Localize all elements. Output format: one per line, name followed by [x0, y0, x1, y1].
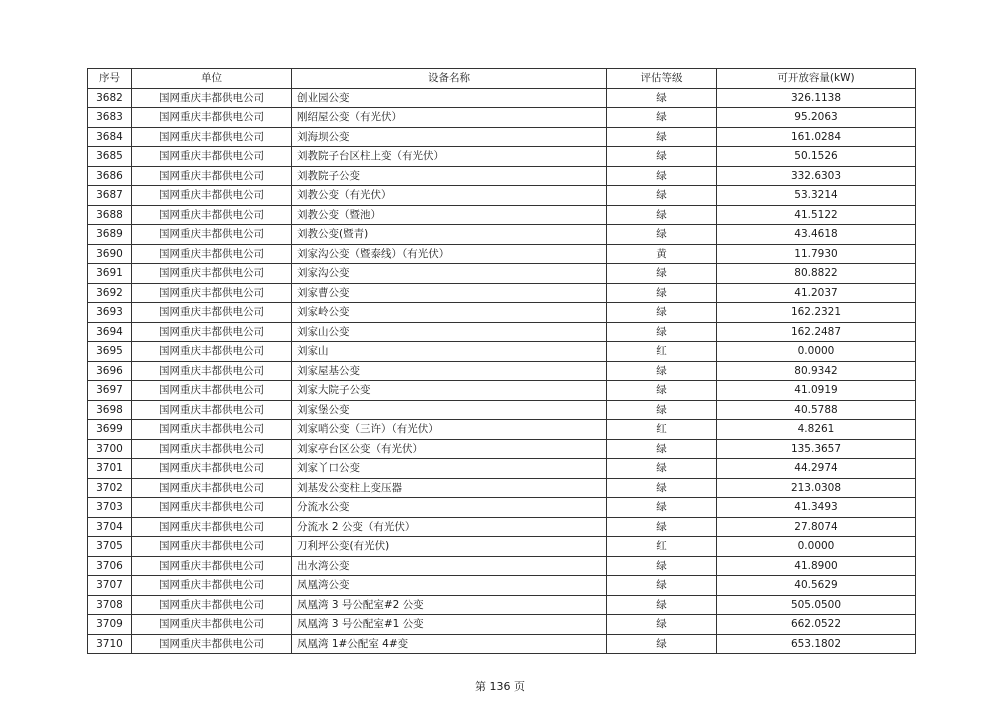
cell-unit: 国网重庆丰都供电公司 [132, 498, 292, 518]
cell-device-name: 刘家哨公变（三许）（有光伏） [292, 420, 607, 440]
cell-index: 3701 [88, 459, 132, 479]
cell-unit: 国网重庆丰都供电公司 [132, 147, 292, 167]
cell-capacity: 80.8822 [717, 264, 916, 284]
cell-rating: 绿 [607, 322, 717, 342]
table-row [88, 283, 916, 303]
cell-device-name: 凤凰湾公变 [292, 576, 607, 596]
cell-index: 3703 [88, 498, 132, 518]
cell-index: 3696 [88, 361, 132, 381]
table-row [88, 615, 916, 635]
cell-rating: 红 [607, 537, 717, 557]
cell-rating: 绿 [607, 459, 717, 479]
cell-capacity: 0.0000 [717, 342, 916, 362]
cell-capacity: 0.0000 [717, 537, 916, 557]
cell-device-name: 刘海坝公变 [292, 127, 607, 147]
cell-index: 3685 [88, 147, 132, 167]
cell-capacity: 505.0500 [717, 595, 916, 615]
table-row [88, 400, 916, 420]
cell-rating: 绿 [607, 361, 717, 381]
cell-unit: 国网重庆丰都供电公司 [132, 166, 292, 186]
cell-rating: 绿 [607, 225, 717, 245]
cell-rating: 绿 [607, 264, 717, 284]
cell-index: 3705 [88, 537, 132, 557]
cell-capacity: 4.8261 [717, 420, 916, 440]
cell-unit: 国网重庆丰都供电公司 [132, 127, 292, 147]
cell-rating: 黄 [607, 244, 717, 264]
table-row [88, 322, 916, 342]
cell-unit: 国网重庆丰都供电公司 [132, 244, 292, 264]
cell-unit: 国网重庆丰都供电公司 [132, 205, 292, 225]
table-row [88, 186, 916, 206]
cell-device-name: 出水湾公变 [292, 556, 607, 576]
cell-unit: 国网重庆丰都供电公司 [132, 342, 292, 362]
cell-capacity: 40.5788 [717, 400, 916, 420]
cell-unit: 国网重庆丰都供电公司 [132, 283, 292, 303]
cell-capacity: 662.0522 [717, 615, 916, 635]
table-row [88, 459, 916, 479]
cell-unit: 国网重庆丰都供电公司 [132, 108, 292, 128]
cell-index: 3693 [88, 303, 132, 323]
cell-device-name: 刘家丫口公变 [292, 459, 607, 479]
page-number: 第 136 页 [475, 680, 525, 693]
cell-unit: 国网重庆丰都供电公司 [132, 186, 292, 206]
cell-device-name: 刘家曹公变 [292, 283, 607, 303]
table-row [88, 537, 916, 557]
cell-index: 3702 [88, 478, 132, 498]
cell-index: 3708 [88, 595, 132, 615]
cell-capacity: 326.1138 [717, 88, 916, 108]
cell-capacity: 41.2037 [717, 283, 916, 303]
cell-index: 3687 [88, 186, 132, 206]
cell-device-name: 创业园公变 [292, 88, 607, 108]
table-row [88, 244, 916, 264]
header-capacity: 可开放容量(kW) [717, 69, 916, 89]
cell-rating: 绿 [607, 147, 717, 167]
cell-index: 3697 [88, 381, 132, 401]
cell-unit: 国网重庆丰都供电公司 [132, 595, 292, 615]
cell-capacity: 161.0284 [717, 127, 916, 147]
cell-index: 3682 [88, 88, 132, 108]
cell-index: 3684 [88, 127, 132, 147]
cell-device-name: 刘家沟公变（暨泰线）（有光伏） [292, 244, 607, 264]
cell-unit: 国网重庆丰都供电公司 [132, 420, 292, 440]
cell-device-name: 刘家堡公变 [292, 400, 607, 420]
cell-device-name: 凤凰湾 3 号公配室#1 公变 [292, 615, 607, 635]
cell-capacity: 653.1802 [717, 634, 916, 654]
cell-rating: 绿 [607, 478, 717, 498]
cell-capacity: 213.0308 [717, 478, 916, 498]
cell-rating: 绿 [607, 283, 717, 303]
cell-rating: 绿 [607, 186, 717, 206]
cell-device-name: 刚绍屋公变（有光伏） [292, 108, 607, 128]
cell-rating: 绿 [607, 381, 717, 401]
cell-unit: 国网重庆丰都供电公司 [132, 556, 292, 576]
cell-unit: 国网重庆丰都供电公司 [132, 634, 292, 654]
cell-unit: 国网重庆丰都供电公司 [132, 439, 292, 459]
cell-unit: 国网重庆丰都供电公司 [132, 400, 292, 420]
cell-index: 3694 [88, 322, 132, 342]
table-row [88, 381, 916, 401]
table-row [88, 127, 916, 147]
cell-unit: 国网重庆丰都供电公司 [132, 537, 292, 557]
cell-device-name: 刘教公变（有光伏） [292, 186, 607, 206]
header-unit: 单位 [132, 69, 292, 89]
table-row [88, 88, 916, 108]
cell-capacity: 44.2974 [717, 459, 916, 479]
cell-rating: 绿 [607, 634, 717, 654]
cell-rating: 绿 [607, 517, 717, 537]
cell-rating: 绿 [607, 166, 717, 186]
cell-rating: 绿 [607, 303, 717, 323]
cell-capacity: 41.5122 [717, 205, 916, 225]
cell-rating: 绿 [607, 205, 717, 225]
cell-device-name: 凤凰湾 1#公配室 4#变 [292, 634, 607, 654]
cell-capacity: 41.3493 [717, 498, 916, 518]
cell-index: 3688 [88, 205, 132, 225]
cell-rating: 绿 [607, 108, 717, 128]
cell-index: 3686 [88, 166, 132, 186]
cell-rating: 绿 [607, 556, 717, 576]
cell-index: 3700 [88, 439, 132, 459]
cell-capacity: 332.6303 [717, 166, 916, 186]
cell-device-name: 分流水公变 [292, 498, 607, 518]
cell-device-name: 凤凰湾 3 号公配室#2 公变 [292, 595, 607, 615]
capacity-table [87, 68, 916, 654]
cell-index: 3691 [88, 264, 132, 284]
cell-index: 3707 [88, 576, 132, 596]
table-body [88, 88, 916, 654]
cell-unit: 国网重庆丰都供电公司 [132, 322, 292, 342]
cell-device-name: 刘基发公变柱上变压器 [292, 478, 607, 498]
cell-unit: 国网重庆丰都供电公司 [132, 225, 292, 245]
cell-rating: 红 [607, 420, 717, 440]
cell-device-name: 刘家山公变 [292, 322, 607, 342]
table-row [88, 147, 916, 167]
cell-capacity: 135.3657 [717, 439, 916, 459]
cell-unit: 国网重庆丰都供电公司 [132, 361, 292, 381]
cell-index: 3699 [88, 420, 132, 440]
cell-capacity: 162.2321 [717, 303, 916, 323]
table-header-row [88, 69, 916, 89]
table-row [88, 225, 916, 245]
table-row [88, 108, 916, 128]
cell-rating: 绿 [607, 88, 717, 108]
cell-index: 3706 [88, 556, 132, 576]
cell-index: 3692 [88, 283, 132, 303]
cell-index: 3698 [88, 400, 132, 420]
cell-capacity: 41.0919 [717, 381, 916, 401]
cell-capacity: 53.3214 [717, 186, 916, 206]
cell-device-name: 刘家大院子公变 [292, 381, 607, 401]
cell-unit: 国网重庆丰都供电公司 [132, 459, 292, 479]
table-row [88, 478, 916, 498]
cell-capacity: 27.8074 [717, 517, 916, 537]
cell-device-name: 刘家岭公变 [292, 303, 607, 323]
table-row [88, 439, 916, 459]
cell-index: 3704 [88, 517, 132, 537]
cell-capacity: 11.7930 [717, 244, 916, 264]
cell-unit: 国网重庆丰都供电公司 [132, 88, 292, 108]
cell-index: 3709 [88, 615, 132, 635]
table-row [88, 595, 916, 615]
cell-index: 3710 [88, 634, 132, 654]
cell-unit: 国网重庆丰都供电公司 [132, 381, 292, 401]
cell-device-name: 刘教公变(暨青) [292, 225, 607, 245]
cell-capacity: 162.2487 [717, 322, 916, 342]
cell-rating: 绿 [607, 127, 717, 147]
cell-rating: 绿 [607, 400, 717, 420]
cell-capacity: 80.9342 [717, 361, 916, 381]
cell-capacity: 50.1526 [717, 147, 916, 167]
cell-rating: 绿 [607, 498, 717, 518]
cell-rating: 绿 [607, 615, 717, 635]
cell-capacity: 40.5629 [717, 576, 916, 596]
capacity-table-container [87, 68, 915, 654]
cell-unit: 国网重庆丰都供电公司 [132, 517, 292, 537]
cell-device-name: 刘教公变（暨池） [292, 205, 607, 225]
header-index: 序号 [88, 69, 132, 89]
table-row [88, 576, 916, 596]
table-row [88, 264, 916, 284]
cell-unit: 国网重庆丰都供电公司 [132, 615, 292, 635]
table-row [88, 303, 916, 323]
cell-rating: 红 [607, 342, 717, 362]
cell-index: 3690 [88, 244, 132, 264]
cell-unit: 国网重庆丰都供电公司 [132, 478, 292, 498]
cell-unit: 国网重庆丰都供电公司 [132, 576, 292, 596]
header-rating: 评估等级 [607, 69, 717, 89]
table-row [88, 342, 916, 362]
cell-device-name: 刘家屋基公变 [292, 361, 607, 381]
cell-rating: 绿 [607, 439, 717, 459]
cell-rating: 绿 [607, 595, 717, 615]
table-row [88, 498, 916, 518]
cell-device-name: 刘教院子台区柱上变（有光伏） [292, 147, 607, 167]
table-row [88, 517, 916, 537]
cell-device-name: 刘家沟公变 [292, 264, 607, 284]
cell-index: 3689 [88, 225, 132, 245]
cell-device-name: 刀利坪公变(有光伏) [292, 537, 607, 557]
header-device-name: 设备名称 [292, 69, 607, 89]
table-row [88, 556, 916, 576]
table-row [88, 166, 916, 186]
cell-device-name: 分流水 2 公变（有光伏） [292, 517, 607, 537]
cell-capacity: 95.2063 [717, 108, 916, 128]
cell-device-name: 刘家亭台区公变（有光伏） [292, 439, 607, 459]
cell-capacity: 43.4618 [717, 225, 916, 245]
table-row [88, 420, 916, 440]
table-row [88, 634, 916, 654]
cell-device-name: 刘家山 [292, 342, 607, 362]
cell-index: 3683 [88, 108, 132, 128]
cell-device-name: 刘教院子公变 [292, 166, 607, 186]
cell-unit: 国网重庆丰都供电公司 [132, 264, 292, 284]
cell-unit: 国网重庆丰都供电公司 [132, 303, 292, 323]
table-row [88, 361, 916, 381]
table-row [88, 205, 916, 225]
cell-index: 3695 [88, 342, 132, 362]
cell-capacity: 41.8900 [717, 556, 916, 576]
cell-rating: 绿 [607, 576, 717, 596]
